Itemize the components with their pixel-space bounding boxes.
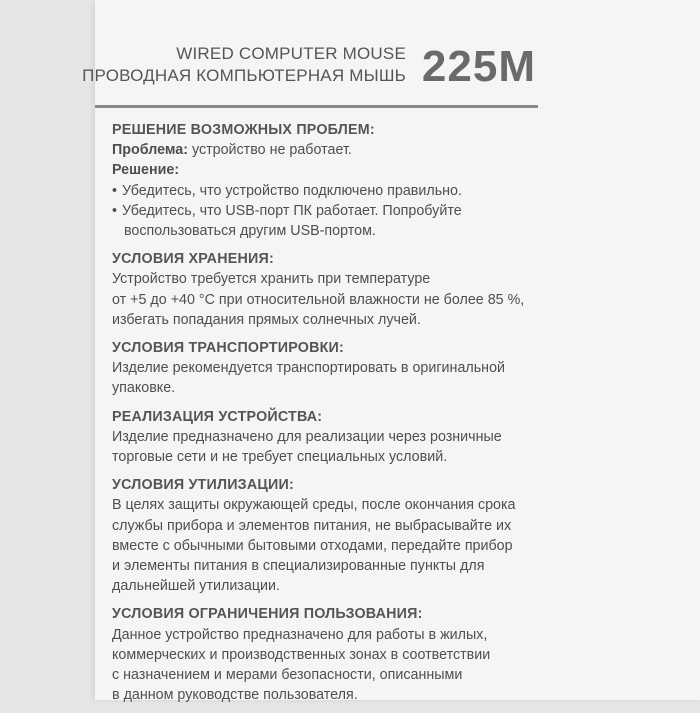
section-troubleshooting (112, 120, 572, 241)
bullet-dot-icon: • (112, 202, 118, 219)
section-title: УСЛОВИЯ ХРАНЕНИЯ: (112, 251, 274, 268)
paragraph-line: в данном руководстве пользователя. (112, 687, 358, 704)
bullet-text-continued: воспользоваться другим USB-портом. (124, 223, 376, 240)
section-disposal (112, 475, 572, 596)
paragraph-line: Устройство требуется хранить при температуре (112, 271, 431, 288)
model-number: 225M (421, 42, 536, 91)
page-header (82, 38, 540, 104)
problem-label: Проблема: (112, 142, 188, 159)
paragraph-line: коммерческих и производственных зонах в соответствии (112, 646, 491, 663)
problem-line (112, 140, 572, 160)
manual-content (112, 120, 572, 713)
section-storage (112, 249, 572, 330)
section-sales (112, 407, 572, 468)
section-usage (112, 604, 572, 705)
product-name-ru: ПРОВОДНАЯ КОМПЬЮТЕРНАЯ МЫШЬ (82, 66, 406, 85)
bullet-text: Убедитесь, что устройство подключено правильно. (122, 182, 462, 199)
solution-label: Решение: (112, 162, 180, 179)
paragraph-line: Данное устройство предназначено для работы в жилых, (112, 626, 488, 643)
section-title: УСЛОВИЯ ОГРАНИЧЕНИЯ ПОЛЬЗОВАНИЯ: (112, 606, 423, 623)
paragraph-line: Изделие предназначено для реализации через розничные (112, 428, 502, 445)
bullet-item (112, 201, 572, 221)
section-transport (112, 338, 572, 399)
paragraph-line: Изделие рекомендуется транспортировать в оригинальной (112, 360, 506, 377)
paragraph-line: вместе с обычными бытовыми отходами, передайте прибор (112, 537, 513, 554)
bullet-text: Убедитесь, что USB-порт ПК работает. Попробуйте (122, 202, 462, 219)
paragraph-line: и элементы питания в специализированные пункты для (112, 558, 485, 575)
section-title: УСЛОВИЯ ТРАНСПОРТИРОВКИ: (112, 340, 344, 357)
section-title: РЕАЛИЗАЦИЯ УСТРОЙСТВА: (112, 408, 323, 425)
paragraph-line: от +5 до +40 °С при относительной влажности не более 85 %, (112, 291, 525, 308)
problem-text: устройство не работает. (187, 142, 352, 159)
paragraph-line: В целях защиты окружающей среды, после окончания срока (112, 497, 516, 514)
bullet-dot-icon: • (112, 182, 118, 199)
paragraph-line: с назначением и мерами безопасности, описанными (112, 667, 463, 684)
bullet-item (112, 181, 572, 201)
product-name-en: WIRED COMPUTER MOUSE (176, 44, 406, 63)
paragraph-line: торговые сети и не требует специальных условий. (112, 449, 448, 466)
header-divider (95, 105, 538, 108)
paragraph-line: службы прибора и элементов питания, не выбрасывайте их (112, 517, 512, 534)
product-name (82, 43, 406, 87)
section-title: РЕШЕНИЕ ВОЗМОЖНЫХ ПРОБЛЕМ: (112, 122, 375, 138)
paragraph-line: упаковке. (112, 380, 176, 397)
section-title: УСЛОВИЯ УТИЛИЗАЦИИ: (112, 477, 294, 494)
paragraph-line: дальнейшей утилизации. (112, 578, 280, 595)
paragraph-line: избегать попадания прямых солнечных лучей. (112, 311, 421, 328)
